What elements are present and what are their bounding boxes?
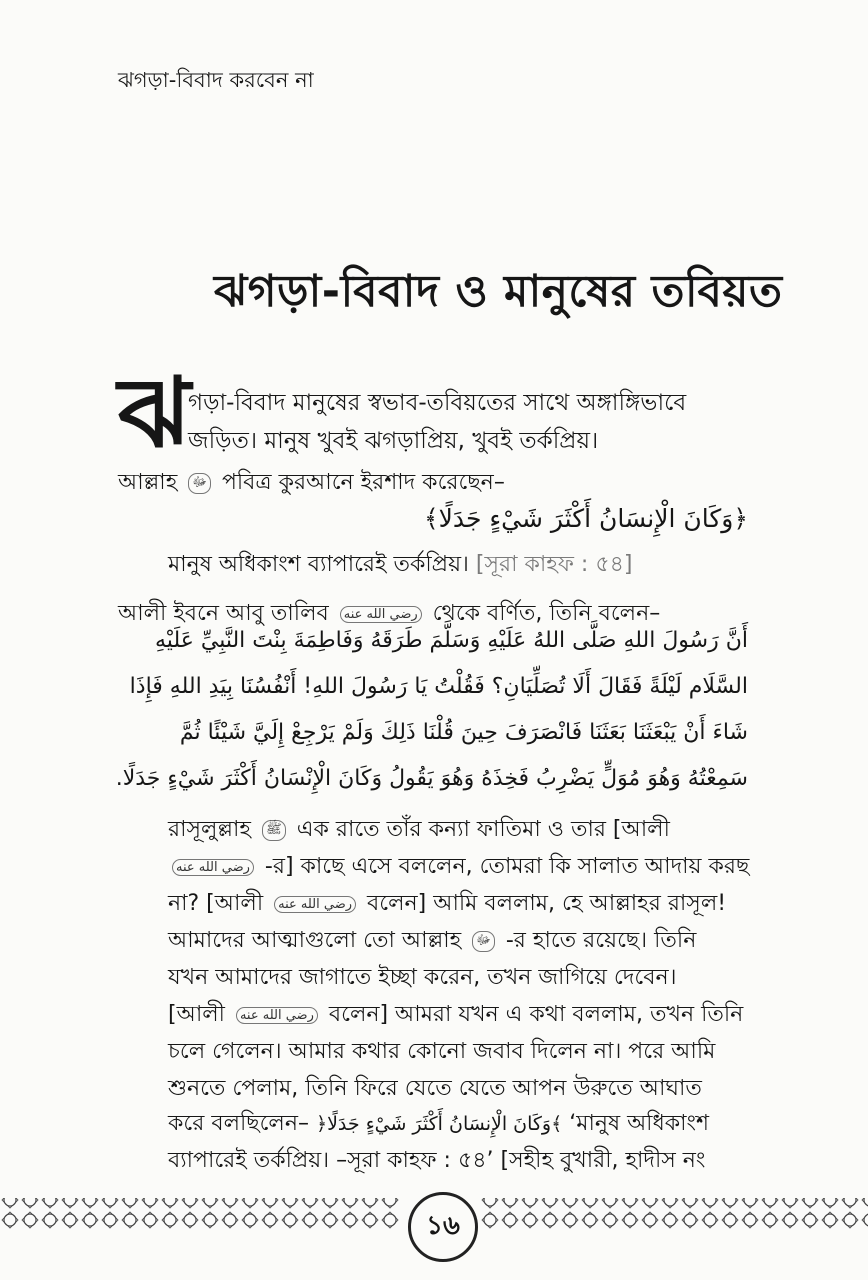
- hadith-intro-text: আলী ইবনে আবু তালিব: [118, 601, 329, 626]
- honorific-icon: رضي الله عنه: [274, 896, 356, 913]
- quran-reference: [সূরা কাহফ : ৫৪]: [475, 552, 633, 577]
- translation-text: -র হাতে রয়েছে। তিনি: [505, 928, 697, 953]
- honorific-icon: رضي الله عنه: [172, 859, 254, 876]
- hadith-arabic-line: شَاءَ أَنْ يَبْعَثَنَا بَعَثَنَا فَانْصَرَفَ حِينَ قُلْنَا ذَلِكَ وَلَمْ يَرْجِعْ إِلَيَّ شَيْئًا ثُمَّ: [179, 720, 748, 745]
- honorific-icon: ﷻ: [472, 931, 495, 952]
- hadith-arabic-line: السَّلَام لَيْلَةً فَقَالَ أَلَا تُصَلِّيَانِ؟ فَقُلْتُ يَا رَسُولَ اللهِ! أَنْفُسُنَا بِيَدِ اللهِ فَإِذَا: [129, 674, 748, 699]
- honorific-icon: رضي الله عنه: [340, 606, 422, 623]
- running-header: ঝগড়া-বিবাদ করবেন না: [118, 68, 314, 92]
- translation-line: যখন আমাদের জাগাতে ইচ্ছা করেন, তখন জাগিয়ে দেবেন।: [168, 965, 677, 990]
- translation-line: [168, 997, 743, 1034]
- translation-line: [168, 886, 726, 923]
- translation-line: চলে গেলেন। আমার কথার কোনো জবাব দিলেন না। পরে আমি: [168, 1039, 716, 1064]
- honorific-icon: رضي الله عنه: [236, 1007, 318, 1024]
- translation-line: [168, 1143, 705, 1180]
- translation-text: [সহীহ বুখারী, হাদীস নং: [500, 1148, 706, 1173]
- chapter-title: ঝগড়া-বিবাদ ও মানুষের তবিয়ত: [214, 266, 783, 317]
- quran-arabic: ﴿وَكَانَ الْإِنسَانُ أَكْثَرَ شَيْءٍ جَدَلًا﴾: [423, 504, 748, 533]
- hadith-arabic-line: سَمِعْتُهُ وَهُوَ مُوَلٍّ يَضْرِبُ فَخِذَهُ وَهُوَ يَقُولُ وَكَانَ الْإِنْسَانُ أَكْثَرَ شَيْءٍ جَدَلًا.: [115, 766, 748, 791]
- translation-text: করে বলছিলেন–: [168, 1111, 309, 1136]
- inline-quran-arabic: ﴿وَكَانَ الْإِنسَانُ أَكْثَرَ شَيْءٍ جَدَلًا﴾: [315, 1113, 563, 1135]
- translation-line: শুনতে পেলাম, তিনি ফিরে যেতে যেতে আপন উরুতে আঘাত: [168, 1076, 702, 1101]
- translation-line: [168, 1106, 709, 1143]
- translation-text: -র] কাছে এসে বললেন, তোমরা কি সালাত আদায় করছ: [264, 854, 750, 879]
- allah-after-text: পবিত্র কুরআনে ইরশাদ করেছেন–: [221, 470, 505, 495]
- translation-text: রাসূলুল্লাহ: [168, 817, 251, 842]
- translation-line: [168, 923, 696, 960]
- translation-text: বলেন] আমরা যখন এ কথা বললাম, তখন তিনি: [328, 1002, 744, 1027]
- honorific-icon: ﷻ: [188, 473, 211, 494]
- hadith-intro-after: থেকে বর্ণিত, তিনি বলেন–: [432, 601, 661, 626]
- page-number: ১৬: [408, 1192, 478, 1262]
- intro-line-1: গড়া-বিবাদ মানুষের স্বভাব-তবিয়তের সাথে অঙ্গাঙ্গিভাবে: [188, 390, 687, 416]
- quran-translation: মানুষ অধিকাংশ ব্যাপারেই তর্কপ্রিয়।: [168, 552, 469, 577]
- translation-text: আমাদের আত্মাগুলো তো আল্লাহ: [168, 928, 462, 953]
- quran-translation-line: [168, 547, 632, 584]
- translation-text: [আলী: [168, 1002, 225, 1027]
- allah-text: আল্লাহ: [118, 470, 178, 495]
- honorific-icon: ﷺ: [262, 820, 286, 841]
- hadith-arabic-line: أَنَّ رَسُولَ اللهِ صَلَّى اللهُ عَلَيْهِ وَسَلَّمَ طَرَقَهُ وَفَاطِمَةَ بِنْتَ النَّبِيِّ عَلَيْهِ: [155, 628, 748, 653]
- translation-line: [168, 849, 749, 886]
- translation-text: ‘মানুষ অধিকাংশ: [569, 1111, 710, 1136]
- translation-text: না? [আলী: [168, 891, 264, 916]
- translation-text: এক রাতে তাঁর কন্যা ফাতিমা ও তার [আলী: [296, 817, 670, 842]
- drop-cap: ঝ: [118, 357, 191, 469]
- intro-line-2: জড়িত। মানুষ খুবই ঝগড়াপ্রিয়, খুবই তর্কপ্রিয়।: [188, 428, 599, 454]
- translation-text: ব্যাপারেই তর্কপ্রিয়। –সূরা কাহফ : ৫৪’: [168, 1148, 494, 1173]
- translation-text: বলেন] আমি বললাম, হে আল্লাহর রাসূল!: [367, 891, 727, 916]
- translation-line: [168, 812, 670, 849]
- allah-line: [118, 465, 505, 502]
